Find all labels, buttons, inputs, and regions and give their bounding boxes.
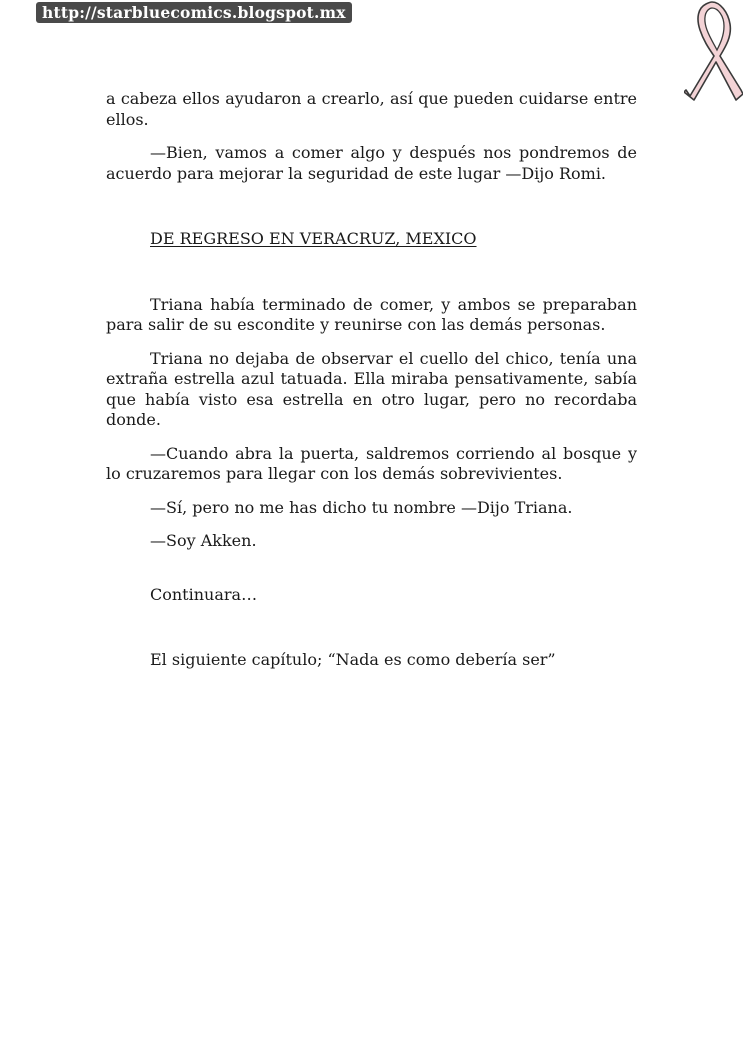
page-body xyxy=(106,89,637,671)
paragraph-6: —Sí, pero no me has dicho tu nombre —Dijo Triana. xyxy=(150,497,573,517)
section-heading: DE REGRESO EN VERACRUZ, MEXICO xyxy=(150,229,477,248)
awareness-ribbon-icon xyxy=(684,0,743,104)
paragraph-5: —Cuando abra la puerta, saldremos corriendo al bosque y lo cruzaremos para llegar con los demás sobrevivientes. xyxy=(106,443,637,483)
paragraph-3: Triana había terminado de comer, y ambos se preparaban para salir de su escondite y reunirse con las demás personas. xyxy=(106,294,637,334)
paragraph-2: —Bien, vamos a comer algo y después nos pondremos de acuerdo para mejorar la seguridad de este lugar —Dijo Romi. xyxy=(106,143,637,183)
paragraph-4: Triana no dejaba de observar el cuello del chico, tenía una extraña estrella azul tatuada. Ella miraba pensativamente, sabía que había visto esa estrella en otro lugar, pero no recordaba donde. xyxy=(106,348,637,429)
source-url-banner: http://starbluecomics.blogspot.mx xyxy=(36,2,352,23)
next-chapter-text: El siguiente capítulo; “Nada es como debería ser” xyxy=(150,650,556,669)
paragraph-1: a cabeza ellos ayudaron a crearlo, así que pueden cuidarse entre ellos. xyxy=(106,89,637,129)
continued-text: Continuara… xyxy=(150,584,258,604)
paragraph-7: —Soy Akken. xyxy=(150,531,257,550)
